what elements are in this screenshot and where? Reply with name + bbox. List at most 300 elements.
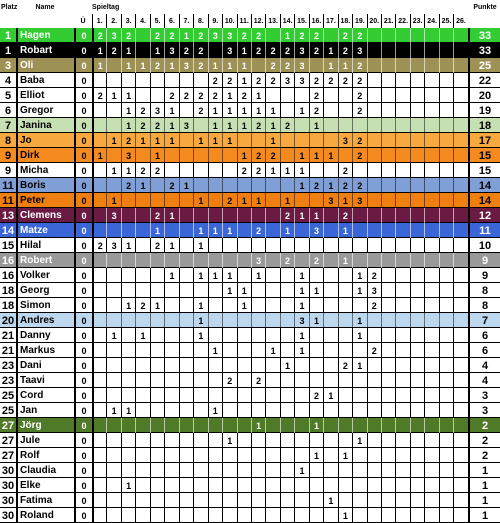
score-cell [323,478,337,493]
score-cell [179,73,193,88]
score-cell [251,463,265,478]
score-cell: 1 [265,133,279,148]
score-cell [381,193,395,208]
score-cell [352,298,366,313]
score-cell: 2 [193,88,207,103]
score-cell [424,103,438,118]
u-cell: 0 [74,223,92,238]
rank-cell: 3 [4,59,12,72]
score-cell [237,208,251,223]
score-cell [208,253,222,268]
score-cell: 2 [265,43,279,58]
score-cell [410,403,424,418]
score-cell [237,133,251,148]
score-cell [265,388,279,403]
score-cell [193,508,207,523]
score-cell [135,73,149,88]
score-cell [323,28,337,43]
score-cell [92,253,106,268]
score-cell [179,298,193,313]
score-cell [323,268,337,283]
score-cell [265,313,279,328]
score-cell: 1 [251,268,265,283]
name-cell: Volker [16,268,74,283]
score-cell [179,343,193,358]
score-cell: 2 [280,58,294,73]
score-cell: 1 [164,268,178,283]
score-cell [265,253,279,268]
score-cell [453,403,467,418]
score-cell [424,508,438,523]
score-cell [208,508,222,523]
score-cell [338,418,352,433]
u-cell: 0 [74,478,92,493]
score-cell [280,403,294,418]
rank-cell: 11 [2,194,14,207]
platz-header: Platz [1,3,17,11]
score-cell [338,103,352,118]
table-row [0,463,500,478]
u-cell: 0 [74,73,92,88]
score-cell [439,268,453,283]
score-cell: 1 [179,28,193,43]
score-cell: 1 [193,238,207,253]
score-cell [222,313,236,328]
score-cell [367,463,381,478]
score-cell [424,133,438,148]
score-cell [381,238,395,253]
score-cell [280,388,294,403]
score-cell [193,163,207,178]
score-cell: 1 [237,58,251,73]
score-cell: 1 [294,148,308,163]
score-cell [92,433,106,448]
table-row [0,358,500,373]
score-cell [208,238,222,253]
score-cell [164,148,178,163]
score-cell [208,43,222,58]
score-cell [439,478,453,493]
score-cell [323,208,337,223]
score-cell [135,373,149,388]
score-cell [251,448,265,463]
score-cell [208,493,222,508]
score-cell [424,178,438,193]
score-cell [265,508,279,523]
table-row [0,418,500,433]
score-cell [92,343,106,358]
score-cell [208,358,222,373]
score-cell [453,268,467,283]
score-cell [424,358,438,373]
score-cell [280,418,294,433]
score-cell [381,478,395,493]
score-cell: 2 [121,178,135,193]
score-cell [294,373,308,388]
score-cell [251,238,265,253]
score-cell [323,403,337,418]
score-cell: 2 [251,118,265,133]
score-cell: 1 [193,313,207,328]
u-cell: 0 [74,328,92,343]
points-cell: 9 [468,253,500,268]
rank-cell: 30 [1,479,15,492]
score-cell [164,343,178,358]
score-cell [424,43,438,58]
score-cell: 3 [179,118,193,133]
score-cell [395,388,409,403]
points-cell: 19 [468,103,500,118]
rank-cell: 18 [1,299,15,312]
score-cell [280,268,294,283]
score-cell [367,328,381,343]
score-cell: 1 [92,58,106,73]
score-cell [150,178,164,193]
score-cell [338,148,352,163]
score-cell: 1 [208,103,222,118]
table-row [0,103,500,118]
score-cell: 1 [294,283,308,298]
score-cell [410,493,424,508]
score-cell [424,463,438,478]
score-cell [179,508,193,523]
score-cell: 2 [352,88,366,103]
points-cell: 1 [468,463,500,478]
day-header: 15. [294,14,308,28]
score-cell: 1 [164,208,178,223]
score-cell [352,448,366,463]
score-cell [381,298,395,313]
score-cell [294,493,308,508]
name-cell: Andres [16,313,74,328]
score-cell [323,373,337,388]
score-cell: 1 [179,178,193,193]
score-cell [179,478,193,493]
score-cell [424,283,438,298]
score-cell [106,178,120,193]
score-cell [410,133,424,148]
rank-cell: 23 [1,374,15,387]
score-cell [237,313,251,328]
score-cell [424,28,438,43]
score-cell [395,508,409,523]
score-cell [410,148,424,163]
score-cell [150,433,164,448]
score-cell [424,328,438,343]
score-cell [395,448,409,463]
score-cell [453,433,467,448]
score-cell [193,478,207,493]
score-cell: 2 [352,103,366,118]
score-cell [323,448,337,463]
score-cell [352,223,366,238]
score-cell [92,298,106,313]
score-cell [410,283,424,298]
rank-cell: 21 [1,344,15,357]
score-cell [439,73,453,88]
score-cell [352,118,366,133]
score-cell [208,148,222,163]
score-cell [309,298,323,313]
score-cell: 1 [121,298,135,313]
points-cell: 22 [468,73,500,88]
score-cell [208,208,222,223]
score-cell [237,388,251,403]
rank-cell: 13 [1,209,15,222]
score-cell: 1 [150,133,164,148]
score-cell [439,88,453,103]
score-cell [106,283,120,298]
score-cell [106,463,120,478]
u-cell: 0 [74,298,92,313]
score-cell [424,253,438,268]
score-cell: 2 [251,148,265,163]
score-cell [121,508,135,523]
points-cell: 1 [468,493,500,508]
score-cell [309,433,323,448]
score-cell [439,238,453,253]
score-cell [251,178,265,193]
score-cell: 2 [121,133,135,148]
score-cell [453,43,467,58]
score-cell [381,283,395,298]
rank-cell: 18 [1,284,15,297]
score-cell [381,463,395,478]
points-cell: 14 [468,178,500,193]
score-cell [92,508,106,523]
score-cell [237,418,251,433]
score-cell [179,283,193,298]
points-cell: 6 [468,343,500,358]
score-cell [410,103,424,118]
day-header: 7. [179,14,193,28]
score-cell: 2 [193,28,207,43]
score-cell [439,28,453,43]
score-cell [453,298,467,313]
table-row [0,58,500,73]
score-cell [135,358,149,373]
score-cell [164,283,178,298]
score-cell [164,163,178,178]
score-cell [92,493,106,508]
score-cell [121,388,135,403]
score-cell [222,148,236,163]
score-cell [222,163,236,178]
score-cell [323,508,337,523]
table-row [0,223,500,238]
score-cell [179,493,193,508]
score-cell [208,178,222,193]
score-cell [367,73,381,88]
score-cell [338,88,352,103]
points-cell: 33 [468,43,500,58]
day-header: 23. [410,14,424,28]
points-cell: 18 [468,118,500,133]
score-cell [323,283,337,298]
score-cell [135,193,149,208]
score-cell [338,313,352,328]
score-cell [193,208,207,223]
score-cell [135,283,149,298]
score-cell: 1 [338,58,352,73]
name-cell: Micha [16,163,74,178]
score-cell [150,88,164,103]
score-cell [251,313,265,328]
score-cell [164,493,178,508]
score-cell [439,448,453,463]
score-cell [338,343,352,358]
score-cell [121,463,135,478]
score-cell [381,343,395,358]
score-cell: 1 [280,163,294,178]
score-cell: 1 [237,283,251,298]
score-cell [439,388,453,403]
score-cell [193,373,207,388]
day-header: 21. [381,14,395,28]
score-cell [92,313,106,328]
score-cell [395,73,409,88]
score-cell: 1 [338,193,352,208]
score-cell [381,43,395,58]
score-cell [294,88,308,103]
score-cell: 2 [280,118,294,133]
score-cell [424,403,438,418]
score-cell [106,388,120,403]
points-cell: 20 [468,88,500,103]
score-cell [439,418,453,433]
score-cell [453,418,467,433]
score-cell [106,58,120,73]
score-cell: 2 [135,163,149,178]
day-header: 4. [135,14,149,28]
score-cell [193,418,207,433]
score-cell [424,478,438,493]
day-header: 6. [164,14,178,28]
rank-cell: 5 [4,89,12,102]
score-cell [381,88,395,103]
points-cell: 11 [468,223,500,238]
score-cell [424,493,438,508]
day-header: 8. [193,14,207,28]
score-cell [294,433,308,448]
score-cell: 1 [106,133,120,148]
score-cell [222,463,236,478]
score-cell [208,418,222,433]
score-cell [367,223,381,238]
score-cell [179,268,193,283]
score-cell: 1 [294,163,308,178]
score-cell [424,298,438,313]
score-cell [352,493,366,508]
score-cell: 1 [222,283,236,298]
score-cell [410,178,424,193]
score-cell [121,253,135,268]
score-cell [395,223,409,238]
score-cell [453,388,467,403]
score-cell [208,463,222,478]
score-cell [352,208,366,223]
score-cell [280,283,294,298]
rank-cell: 6 [4,104,12,117]
u-cell: 0 [74,448,92,463]
score-cell [92,178,106,193]
score-cell [92,448,106,463]
score-cell: 1 [222,223,236,238]
score-cell: 1 [121,103,135,118]
score-cell [453,148,467,163]
score-cell [222,358,236,373]
score-cell [381,388,395,403]
score-cell [280,508,294,523]
score-cell [309,343,323,358]
score-cell [265,433,279,448]
score-cell [150,343,164,358]
score-cell [222,508,236,523]
score-cell [265,298,279,313]
spieltag-header: Spieltag [92,3,120,11]
score-cell [395,58,409,73]
score-cell: 1 [251,103,265,118]
score-cell: 1 [222,58,236,73]
score-cell [294,508,308,523]
score-cell: 2 [251,73,265,88]
score-cell [453,493,467,508]
score-cell [135,223,149,238]
score-cell [150,478,164,493]
score-cell [395,298,409,313]
table-row [0,148,500,163]
score-cell [121,208,135,223]
score-cell [150,328,164,343]
score-cell: 3 [179,58,193,73]
score-cell: 1 [106,163,120,178]
score-cell [367,433,381,448]
rank-cell: 16 [1,269,15,282]
score-cell [338,328,352,343]
score-cell [179,148,193,163]
score-cell: 2 [338,208,352,223]
score-cell: 1 [164,118,178,133]
name-cell: Elke [16,478,74,493]
score-cell: 1 [265,163,279,178]
score-cell [150,358,164,373]
score-cell [294,358,308,373]
name-cell: Fatima [16,493,74,508]
score-cell: 2 [338,43,352,58]
score-cell: 1 [323,58,337,73]
score-cell: 1 [150,223,164,238]
score-cell [338,478,352,493]
score-cell [150,373,164,388]
score-cell: 1 [294,103,308,118]
score-cell [395,253,409,268]
score-cell: 1 [294,463,308,478]
score-cell: 2 [280,253,294,268]
name-cell: Georg [16,283,74,298]
score-cell [381,178,395,193]
score-cell [424,73,438,88]
score-cell [410,448,424,463]
day-header: 16. [309,14,323,28]
score-cell [395,133,409,148]
score-cell: 2 [309,253,323,268]
score-cell [208,448,222,463]
score-cell [265,268,279,283]
score-cell [280,133,294,148]
score-cell: 2 [193,43,207,58]
score-cell [367,403,381,418]
score-cell [135,493,149,508]
